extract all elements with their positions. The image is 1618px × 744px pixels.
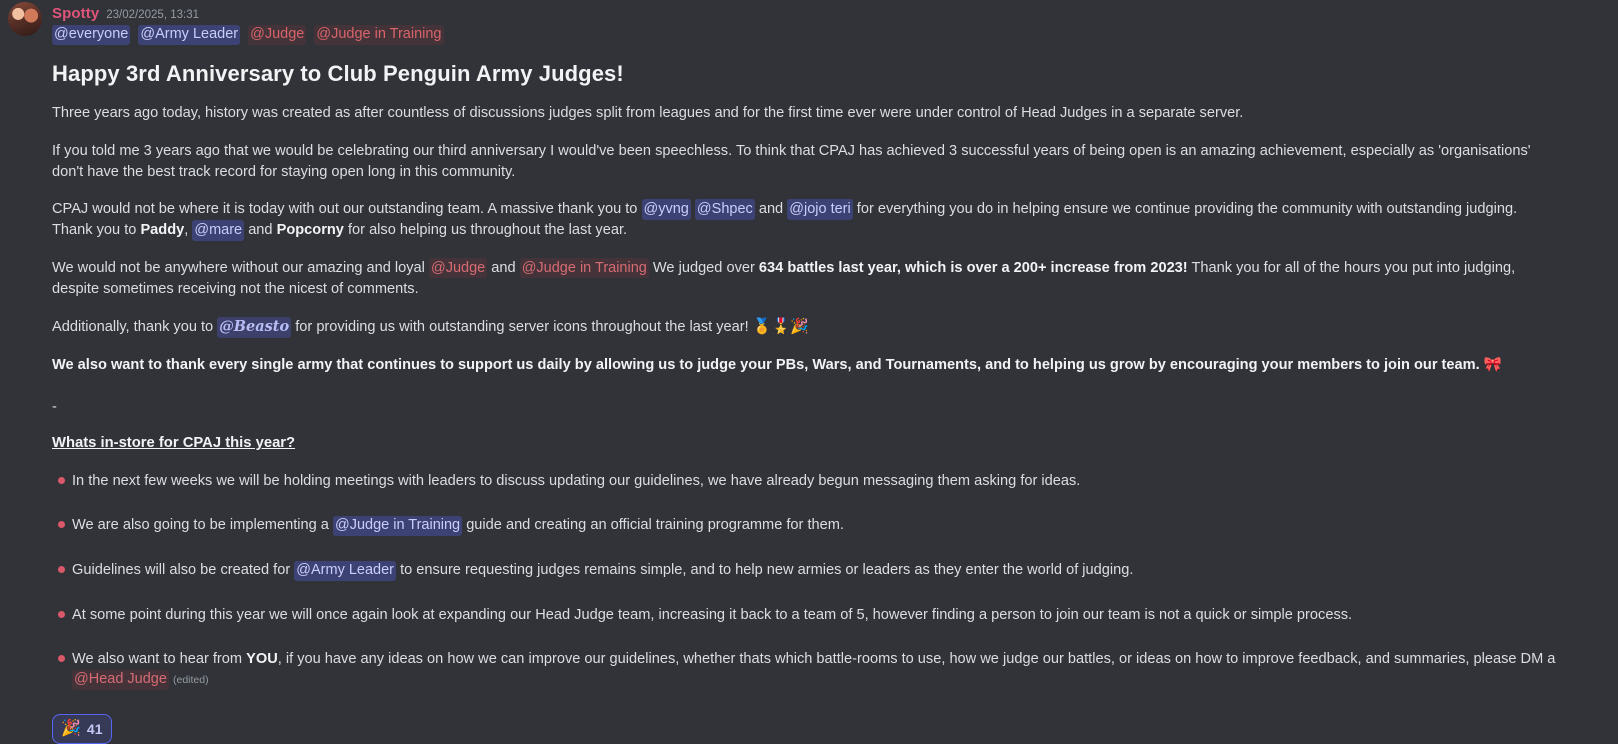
bullet-5-text-b: , if you have any ideas on how we can improve our guidelines, whether thats which battle-rooms to use, how we judge our battles, or ideas on how to improve feedback, and summaries, please DM a [277, 651, 1556, 668]
edited-marker: (edited) [172, 674, 209, 687]
mentions-row [52, 25, 1602, 45]
paragraph-5-text-b: for providing us with outstanding server icons throughout the last year! [295, 319, 749, 336]
mention-judge-in-training-3[interactable]: @Judge in Training [333, 516, 462, 536]
paragraph-4-and: and [491, 259, 516, 276]
reaction-pill[interactable] [52, 714, 112, 744]
page-title: Happy 3rd Anniversary to Club Penguin Army Judges! [52, 60, 624, 86]
bullet-1-text: In the next few weeks we will be holding meetings with leaders to discuss updating our guidelines, we have already begun messaging them asking for ideas. [72, 473, 1081, 490]
paragraph-1: Three years ago today, history was created as after countless of discussions judges split from leagues and for the first time ever were under control of Head Judges in a separate server. [52, 105, 1244, 122]
paragraph-3 [52, 199, 1532, 240]
mention-everyone[interactable]: @everyone [52, 25, 130, 45]
mention-army-leader-2[interactable]: @Army Leader [294, 561, 396, 581]
mention-judge-2[interactable]: @Judge [429, 258, 487, 279]
mention-head-judge[interactable]: @Head Judge [72, 670, 169, 690]
name-popcorny: Popcorny [276, 222, 344, 239]
paragraph-4-text-b: We judged over [652, 259, 755, 276]
paragraph-3-text-a: CPAJ would not be where it is today with out our outstanding team. A massive thank you to [52, 201, 638, 218]
list-item [52, 649, 1602, 690]
paragraph-5-text-a: Additionally, thank you to [52, 319, 214, 336]
paragraph-4-text-c: Thank you for all of the hours you put into judging, despite sometimes receiving not the nicest of comments. [52, 259, 1516, 297]
paragraph-4 [52, 258, 1532, 299]
list-item [52, 605, 1602, 625]
paragraph-3-text-b: for everything you do in helping ensure we continue providing the community with outstanding judging. Thank you to [52, 201, 1518, 239]
list-item [52, 515, 1602, 536]
bullet-2-text-b: guide and creating an official training programme for them. [466, 517, 844, 534]
bullet-4-text: At some point during this year we will once again look at expanding our Head Judge team, increasing it back to a team of 5, however finding a person to join our team is not a quick or simple process. [72, 607, 1353, 624]
name-paddy: Paddy [140, 222, 185, 239]
paragraph-3-comma: , [184, 222, 189, 239]
thank-you-statement: We also want to thank every single army that continues to support us daily by allowing us to judge your PBs, Wars, and Tournaments, and to helping us grow by encouraging your members to join our team. 🎀 [52, 356, 1502, 373]
bullet-5-text-a: We also want to hear from [72, 651, 243, 668]
paragraph-3-and: and [758, 201, 784, 218]
reactions-row [0, 714, 1618, 744]
emphasis-you: YOU [246, 651, 278, 668]
bullet-2-text-a: We are also going to be implementing a [72, 517, 329, 534]
bullet-3-text-b: to ensure requesting judges remains simple, and to help new armies or leaders as they enter the world of judging. [400, 562, 1134, 579]
mention-jojo-teri[interactable]: @jojo teri [787, 199, 852, 220]
mention-beasto[interactable]: @Beasto [217, 317, 291, 338]
party-popper-icon: 🎉 [61, 720, 81, 738]
list-item [52, 471, 1602, 491]
message-author[interactable]: Spotty [52, 5, 100, 22]
plans-list [52, 471, 1602, 690]
message-header [52, 4, 1602, 22]
mention-yvng[interactable]: @yvng [642, 199, 691, 220]
mention-shpec[interactable]: @Shpec [695, 199, 755, 220]
mention-judge[interactable]: @Judge [248, 25, 306, 45]
section-heading: Whats in-store for CPAJ this year? [52, 435, 296, 452]
divider-dash: - [52, 399, 57, 415]
mention-judge-in-training[interactable]: @Judge in Training [314, 25, 443, 45]
bullet-3-text-a: Guidelines will also be created for [72, 562, 291, 579]
message-timestamp: 23/02/2025, 13:31 [106, 9, 199, 21]
list-item [52, 560, 1602, 581]
paragraph-4-text-a: We would not be anywhere without our amazing and loyal [52, 259, 425, 276]
paragraph-2: If you told me 3 years ago that we would be celebrating our third anniversary I would've been speechless. To think that CPAJ has achieved 3 successful years of being open is an amazing achievement, especially as 'organisations' don't have the best track record for staying open long in this community. [52, 142, 1531, 180]
avatar[interactable] [8, 2, 42, 36]
celebration-emoji: 🏅🎖️🎉 [752, 318, 809, 336]
paragraph-3-text-c: for also helping us throughout the last year. [347, 222, 628, 239]
message-body [52, 59, 1602, 690]
stat-battles: 634 battles last year, which is over a 200+ increase from 2023! [758, 259, 1188, 276]
mention-mare[interactable]: @mare [192, 220, 244, 241]
mention-army-leader[interactable]: @Army Leader [138, 25, 240, 45]
mention-judge-in-training-2[interactable]: @Judge in Training [520, 258, 649, 279]
reaction-count: 41 [86, 720, 103, 737]
paragraph-3-and2: and [248, 222, 273, 239]
paragraph-5 [52, 316, 1532, 338]
